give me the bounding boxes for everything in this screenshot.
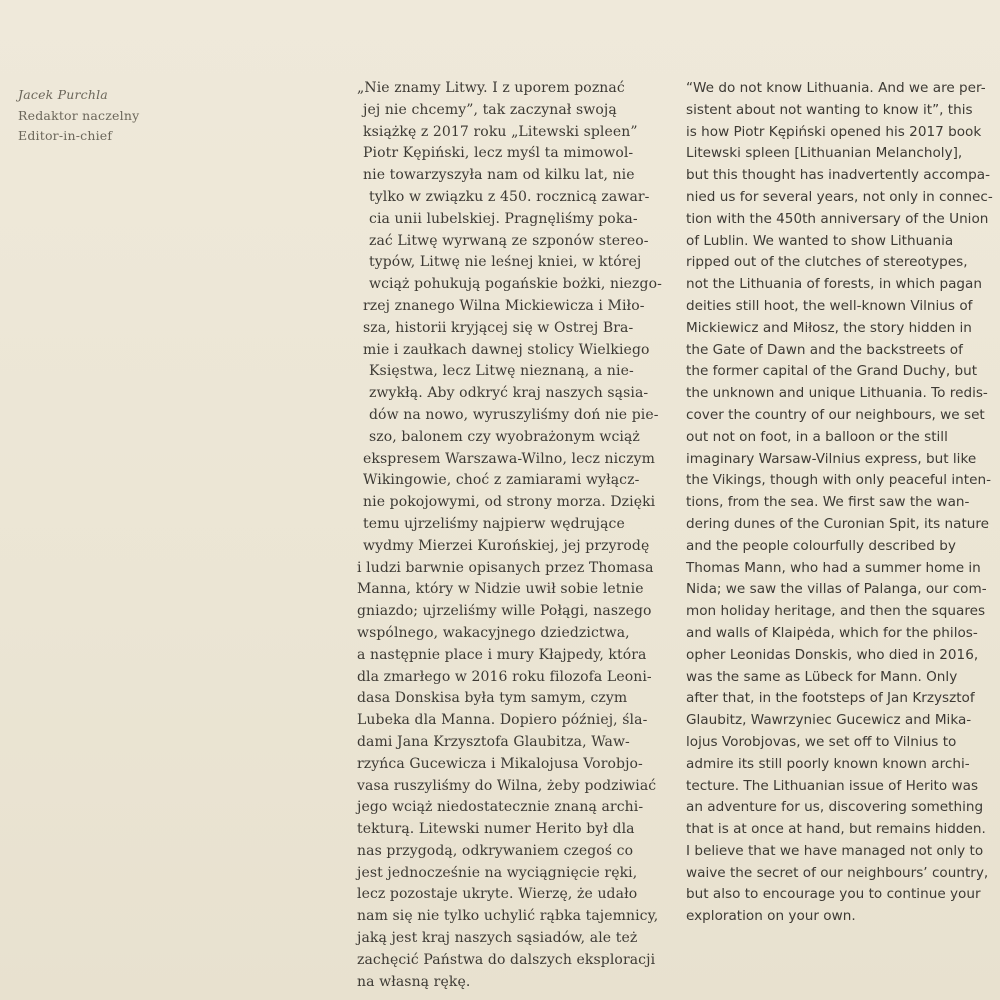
text-line: dami Jana Krzysztofa Glaubitza, Waw-	[357, 733, 630, 750]
text-line: nas przygodą, odkrywaniem czegoś co	[357, 842, 634, 859]
text-line: an adventure for us, discovering something	[686, 799, 984, 816]
text-line: jej nie chcemy”, tak zaczynał swoją	[363, 101, 617, 118]
text-line: ekspresem Warszawa-Wilno, lecz niczym	[363, 450, 655, 467]
text-line: jego wciąż niedostatecznie znaną archi-	[357, 799, 644, 816]
text-line: rzej znanego Wilna Mickiewicza i Miło-	[363, 297, 645, 314]
text-line: wciąż pohukują pogańskie bożki, niezgo-	[369, 276, 662, 293]
text-line: zać Litwę wyrwaną ze szponów stereo-	[369, 232, 649, 249]
text-line: ripped out of the clutches of stereotypes,	[686, 254, 968, 271]
text-line: Nida; we saw the villas of Palanga, our com-	[686, 581, 987, 598]
text-line: imaginary Warsaw-Vilnius express, but like	[686, 450, 977, 467]
author-block	[18, 85, 139, 147]
text-line: nie pokojowymi, od strony morza. Dzięki	[363, 494, 656, 511]
author-role-pl: Redaktor naczelny	[18, 107, 140, 123]
text-line: gniazdo; ujrzeliśmy wille Połągi, naszego	[357, 603, 652, 620]
text-line: temu ujrzeliśmy najpierw wędrujące	[363, 515, 625, 532]
text-line: książkę z 2017 roku „Litewski spleen”	[363, 123, 638, 140]
text-line: sza, historii kryjącej się w Ostrej Bra-	[363, 319, 634, 336]
text-line: tylko w związku z 450. rocznicą zawar-	[369, 188, 650, 205]
text-line: nam się nie tylko uchylić rąbka tajemnicy,	[357, 908, 659, 925]
text-line: was the same as Lübeck for Mann. Only	[686, 668, 958, 685]
text-line: Księstwa, lecz Litwę nieznaną, a nie-	[369, 363, 634, 380]
text-line: the former capital of the Grand Duchy, but	[686, 363, 978, 380]
text-line: waive the secret of our neighbours’ country,	[686, 864, 989, 881]
text-line: lecz pozostaje ukryte. Wierzę, że udało	[357, 886, 638, 903]
polish-text-column	[357, 78, 677, 993]
text-line: and walls of Klaipėda, which for the philos-	[686, 624, 978, 641]
text-line: not the Lithuania of forests, in which pagan	[686, 276, 982, 293]
text-line: jest jednocześnie na wyciągnięcie ręki,	[357, 864, 638, 881]
text-line: of Lublin. We wanted to show Lithuania	[686, 232, 954, 249]
text-line: Piotr Kępiński, lecz myśl ta mimowol-	[363, 145, 634, 162]
text-line: Mickiewicz and Miłosz, the story hidden in	[686, 319, 972, 336]
text-line: opher Leonidas Donskis, who died in 2016,	[686, 646, 979, 663]
text-line: Thomas Mann, who had a summer home in	[686, 559, 981, 576]
text-line: dla zmarłego w 2016 roku filozofa Leoni-	[357, 668, 652, 685]
text-line: a następnie place i mury Kłajpedy, która	[357, 646, 647, 663]
text-line: I believe that we have managed not only to	[686, 842, 984, 859]
text-line: „Nie znamy Litwy. I z uporem poznać	[357, 80, 625, 96]
text-line: zwykłą. Aby odkryć kraj naszych sąsia-	[369, 385, 649, 402]
text-line: cia unii lubelskiej. Pragnęliśmy poka-	[369, 210, 638, 227]
text-line: zachęcić Państwa do dalszych eksploracji	[357, 951, 656, 968]
text-line: mie i zaułkach dawnej stolicy Wielkiego	[363, 341, 650, 358]
text-line: exploration on your own.	[686, 908, 856, 925]
text-line: sistent about not wanting to know it”, this	[686, 101, 973, 118]
text-line: deities still hoot, the well-known Vilnius of	[686, 297, 973, 314]
text-line: tekturą. Litewski numer Herito był dla	[357, 821, 635, 838]
text-line: wydmy Mierzei Kurońskiej, jej przyrodę	[363, 537, 650, 554]
text-line: but also to encourage you to continue your	[686, 886, 981, 903]
text-line: Wikingowie, choć z zamiarami wyłącz-	[363, 472, 640, 489]
text-line: lojus Vorobjovas, we set off to Vilnius to	[686, 733, 957, 750]
text-line: rzyńca Gucewicza i Mikalojusa Vorobjo-	[357, 755, 643, 772]
text-line: typów, Litwę nie leśnej kniei, w której	[369, 254, 642, 271]
text-line: the Vikings, though with only peaceful inten-	[686, 472, 991, 489]
text-line: Litewski spleen [Lithuanian Melancholy],	[686, 145, 963, 162]
text-line: that is at once at hand, but remains hidden.	[686, 821, 986, 838]
text-line: tions, from the sea. We first saw the wan-	[686, 494, 970, 511]
text-line: cover the country of our neighbours, we set	[686, 406, 985, 423]
text-line: nie towarzyszyła nam od kilku lat, nie	[363, 167, 635, 184]
text-line: and the people colourfully described by	[686, 537, 956, 554]
text-line: tecture. The Lithuanian issue of Herito was	[686, 777, 979, 794]
text-line: vasa ruszyliśmy do Wilna, żeby podziwiać	[357, 777, 657, 794]
author-name: Jacek Purchla	[18, 87, 108, 102]
text-line: jaką jest kraj naszych sąsiadów, ale też	[357, 930, 638, 947]
text-line: na własną rękę.	[357, 973, 471, 990]
text-line: admire its still poorly known known archi-	[686, 755, 970, 772]
text-line: tion with the 450th anniversary of the Union	[686, 210, 989, 227]
text-line: dasa Donskisa była tym samym, czym	[357, 690, 628, 707]
text-line: but this thought has inadvertently accompa-	[686, 167, 990, 184]
text-line: dering dunes of the Curonian Spit, its nature	[686, 515, 990, 532]
text-line: out not on foot, in a balloon or the still	[686, 428, 948, 445]
english-text-column	[686, 78, 996, 928]
text-line: nied us for several years, not only in connec-	[686, 188, 993, 205]
text-line: the Gate of Dawn and the backstreets of	[686, 341, 963, 358]
text-line: “We do not know Lithuania. And we are per-	[686, 80, 986, 96]
text-line: mon holiday heritage, and then the squares	[686, 603, 986, 620]
text-line: the unknown and unique Lithuania. To redis-	[686, 385, 988, 402]
text-line: i ludzi barwnie opisanych przez Thomasa	[357, 559, 654, 576]
text-line: dów na nowo, wyruszyliśmy doń nie pie-	[369, 406, 659, 423]
text-line: Lubeka dla Manna. Dopiero później, śla-	[357, 712, 648, 729]
text-line: after that, in the footsteps of Jan Krzysztof	[686, 690, 975, 707]
text-line: szo, balonem czy wyobrażonym wciąż	[369, 428, 640, 445]
text-line: Glaubitz, Wawrzyniec Gucewicz and Mika-	[686, 712, 972, 729]
text-line: wspólnego, wakacyjnego dziedzictwa,	[357, 624, 630, 641]
text-line: is how Piotr Kępiński opened his 2017 book	[686, 123, 982, 140]
author-role-en: Editor-in-chief	[18, 128, 113, 143]
text-line: Manna, który w Nidzie uwił sobie letnie	[357, 581, 644, 598]
